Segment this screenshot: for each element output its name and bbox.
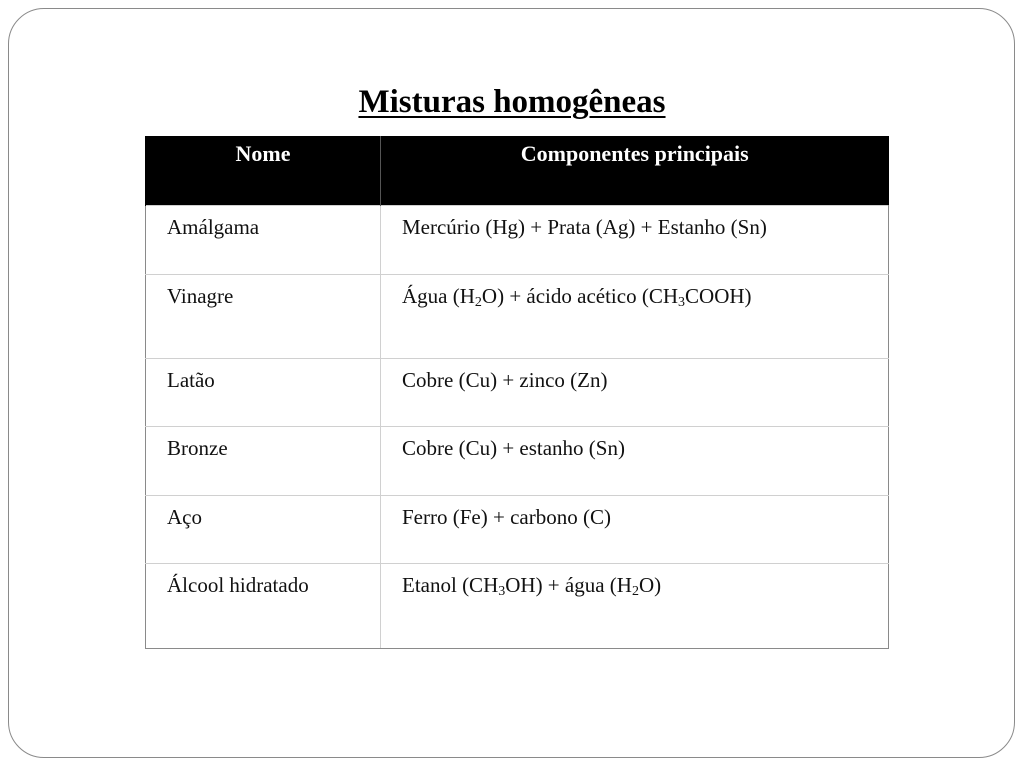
formula-subscript: 3: [498, 583, 506, 599]
cell-name: Latão: [146, 358, 381, 426]
cell-components: [381, 358, 889, 426]
cell-components: [381, 274, 889, 358]
table-row: [146, 426, 889, 495]
table-row: [146, 495, 889, 563]
formula-text: Etanol (CH: [402, 572, 499, 597]
formula-text: Mercúrio (Hg) + Prata (Ag) + Estanho (Sn): [402, 214, 767, 239]
table-row: [146, 205, 889, 274]
formula-text: Cobre (Cu) + zinco (Zn): [402, 367, 608, 392]
formula-text: Água (H: [402, 283, 475, 308]
table-body: [146, 205, 889, 648]
formula-text: O): [638, 572, 662, 597]
cell-name: Amálgama: [146, 205, 381, 274]
formula-text: Cobre (Cu) + estanho (Sn): [402, 435, 625, 460]
cell-name: Aço: [146, 495, 381, 563]
formula-subscript: 3: [678, 294, 686, 310]
cell-components: [381, 426, 889, 495]
mixtures-table: [145, 136, 889, 649]
cell-components: [381, 563, 889, 648]
table-row: [146, 274, 889, 358]
formula-subscript: 2: [474, 294, 482, 310]
formula-text: O) + ácido acético (CH: [481, 283, 679, 308]
cell-name: Vinagre: [146, 274, 381, 358]
formula-text: Ferro (Fe) + carbono (C): [402, 504, 611, 529]
table-row: [146, 358, 889, 426]
cell-components: [381, 205, 889, 274]
header-name: Nome: [146, 136, 381, 205]
formula-text: OH) + água (H: [505, 572, 632, 597]
slide-title: Misturas homogêneas: [358, 84, 666, 120]
cell-components: [381, 495, 889, 563]
table-row: [146, 563, 889, 648]
formula-text: COOH): [685, 283, 752, 308]
cell-name: Álcool hidratado: [146, 563, 381, 648]
cell-name: Bronze: [146, 426, 381, 495]
table-header-row: [146, 136, 889, 205]
formula-subscript: 2: [631, 583, 639, 599]
header-components: Componentes principais: [381, 136, 889, 205]
